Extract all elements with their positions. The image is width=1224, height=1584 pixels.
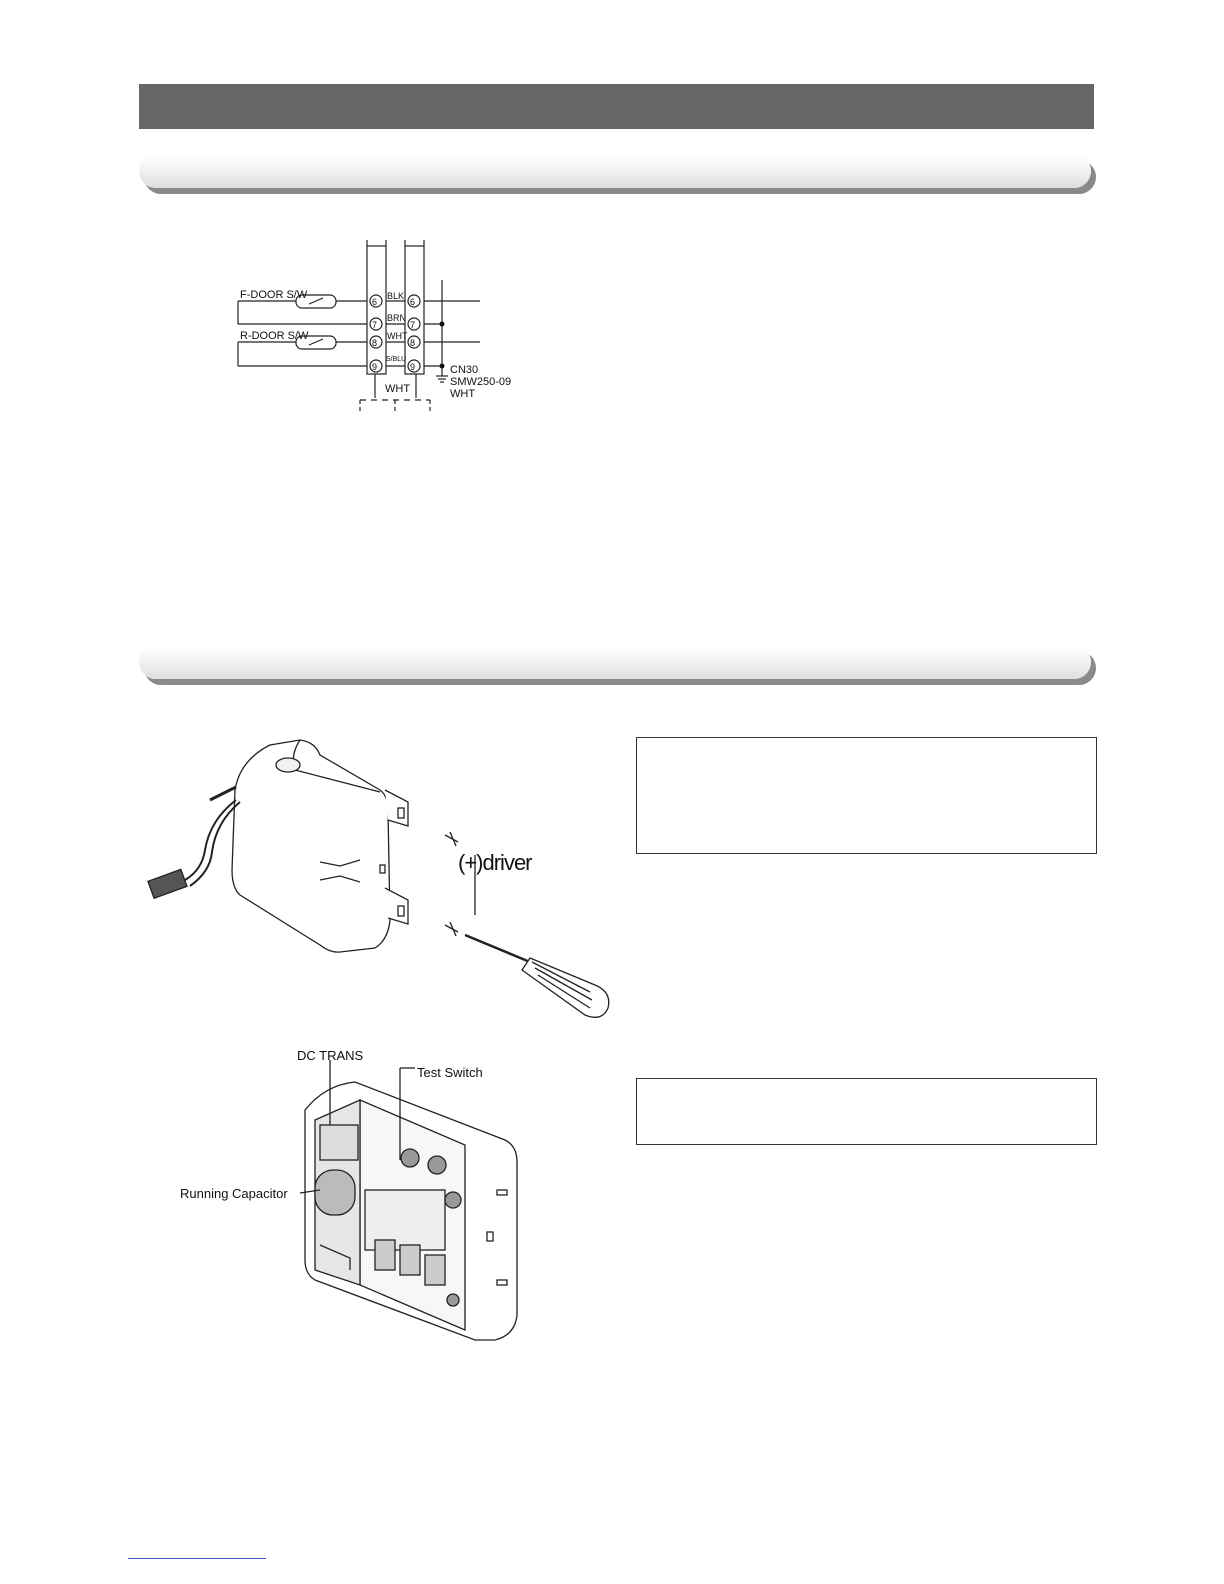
connector-label: CN30 (450, 364, 479, 376)
pin-label: 8 (410, 338, 416, 348)
section-header-2 (139, 645, 1091, 679)
control-box-removal-illustration (140, 730, 620, 1030)
driver-label: (+)driver (458, 850, 532, 875)
control-box-interior-illustration (175, 1040, 535, 1350)
test-switch-label: Test Switch (417, 1065, 483, 1080)
f-door-label: F-DOOR S/W (240, 289, 308, 301)
pin-label: 7 (410, 320, 416, 330)
note-box-1 (636, 737, 1097, 854)
dc-trans-label: DC TRANS (297, 1048, 364, 1063)
connector-model-label: SMW250-09 (450, 376, 512, 388)
footer-link-underline[interactable] (128, 1558, 266, 1559)
running-capacitor-label: Running Capacitor (180, 1186, 288, 1201)
pin-label: 6 (372, 297, 378, 307)
pin-label: 9 (410, 362, 416, 372)
section-header-1 (139, 154, 1091, 188)
page-title-bar (139, 84, 1094, 129)
wht-label: WHT (385, 383, 411, 395)
wire-color-label: BRN (387, 313, 407, 323)
door-switch-wiring-diagram (230, 240, 510, 420)
pin-label: 8 (372, 338, 378, 348)
note-box-2 (636, 1078, 1097, 1145)
pin-label: 6 (410, 297, 416, 307)
wire-color-label: WHT (387, 331, 408, 341)
wire-color-label: S/BLU (386, 356, 407, 363)
pin-label: 7 (372, 320, 378, 330)
wire-color-label: BLK (387, 291, 405, 301)
r-door-label: R-DOOR S/W (240, 330, 309, 342)
pin-label: 9 (372, 362, 378, 372)
connector-color-label: WHT (450, 388, 476, 400)
